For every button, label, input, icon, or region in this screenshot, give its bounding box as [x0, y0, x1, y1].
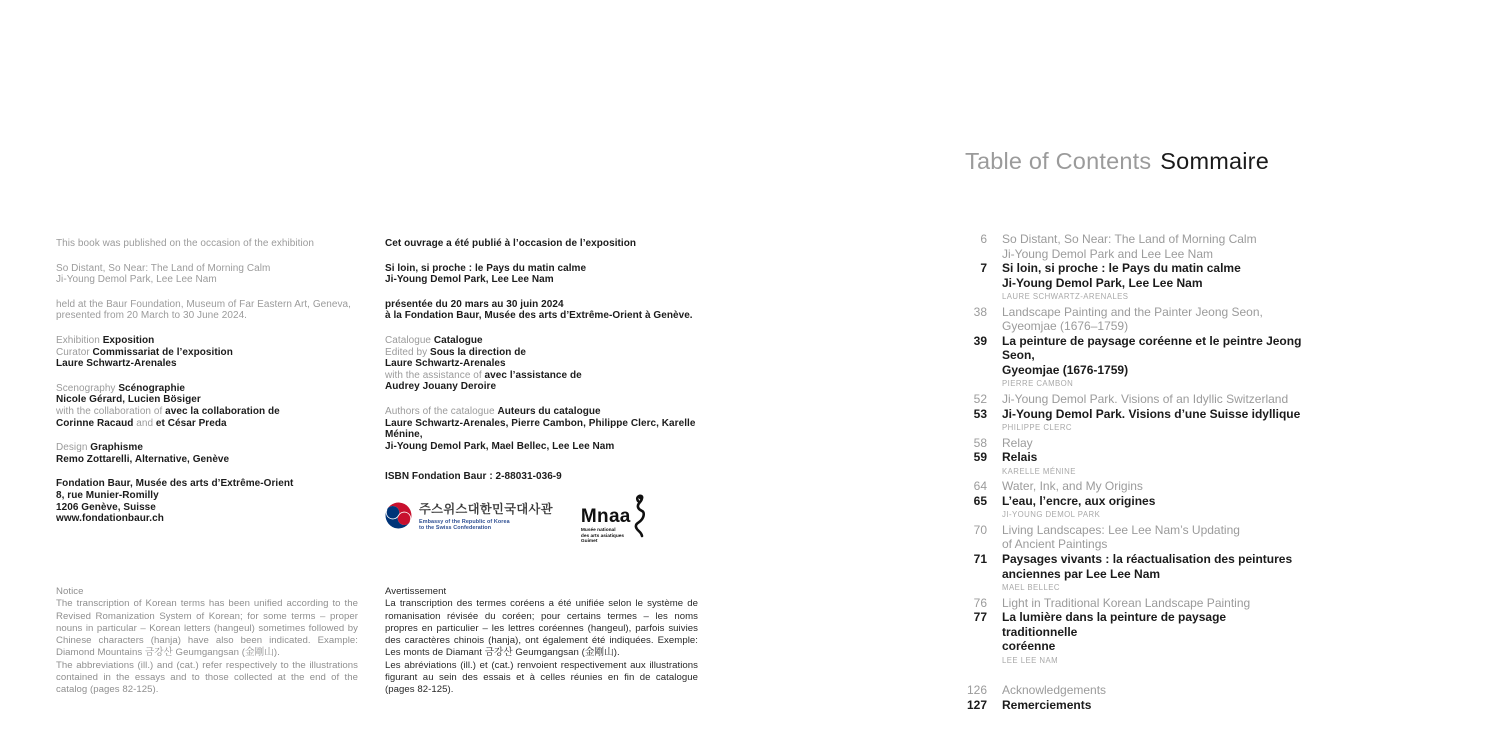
colophon-line: ISBN Fondation Baur : 2-88031-036-9 [385, 471, 562, 483]
toc-entry-title: Remerciements [1002, 697, 1092, 712]
colophon-middle-column [385, 238, 703, 483]
toc-author: MAEL BELLEC [1002, 583, 1060, 593]
colophon-line: held at the Baur Foundation, Museum of Far Eastern Art, Geneva, [56, 298, 351, 310]
mnaag-subtitle: Musée national des arts asiatiques Guimet [580, 528, 625, 545]
korean-embassy-logo [385, 498, 553, 532]
colophon-line: Audrey Jouany Deroire [385, 381, 497, 393]
notice-english [56, 586, 358, 697]
toc-entry [957, 232, 1302, 261]
colophon-block [56, 442, 358, 465]
colophon-left-column [56, 238, 358, 525]
korean-embassy-text [419, 498, 553, 532]
toc-entry [957, 523, 1302, 552]
colophon-line: Authors of the catalogue Auteurs du catalogue [385, 405, 601, 417]
toc-entry-title: Water, Ink, and My Origins [1002, 479, 1143, 494]
toc-entry [957, 610, 1302, 654]
toc-entry [957, 698, 1302, 713]
toc-page-number: 70 [973, 522, 987, 537]
embassy-english-name: Embassy of the Republic of Korea to the Swiss Confederation [419, 519, 510, 532]
colophon-line: Edited by Sous la direction de [385, 346, 527, 358]
toc-entry [957, 407, 1302, 422]
toc-heading-english: Table of Contents [965, 148, 1152, 174]
embassy-korean-name: 주스위스대한민국대사관 [419, 502, 553, 516]
toc-entry [957, 683, 1302, 698]
toc-page-number: 7 [980, 261, 987, 276]
colophon-line: Laure Schwartz-Arenales [56, 358, 177, 370]
colophon-block [385, 299, 703, 322]
notice-paragraph: La transcription des termes coréens a été unifiée selon le système de romanisation révisée du coréen; pour certains termes – les noms propres en particulier – les lettres coréennes (hangeul), parfois suivies des caractères chinois (hanja), ont également été indiquées. Exemple: Les monts de Diamant 금강산 Geumgangsan (金剛山). [385, 598, 698, 659]
taegeuk-icon [385, 502, 412, 529]
toc-entry-title: Relais [1002, 450, 1038, 465]
colophon-line: Nicole Gérard, Lucien Bösiger [56, 394, 201, 406]
colophon-block [56, 383, 358, 429]
colophon-line: Ji-Young Demol Park, Mael Bellec, Lee Lee Nam [385, 440, 615, 452]
mnaag-logo [581, 507, 631, 545]
toc-entry [957, 436, 1302, 451]
toc-page-number: 59 [973, 450, 987, 465]
toc-author: PHILIPPE CLERC [1002, 423, 1072, 433]
colophon-block [385, 263, 703, 286]
colophon-line: Ji-Young Demol Park, Lee Lee Nam [56, 274, 217, 286]
toc-heading-french: Sommaire [1160, 148, 1269, 174]
table-of-contents [957, 232, 1302, 712]
toc-entry [957, 494, 1302, 509]
colophon-line: with the collaboration of avec la collaboration de [56, 405, 280, 417]
notice-paragraph: The transcription of Korean terms has been unified according to the Revised Romanization System of Korean; for some terms – proper nouns in particular – Korean letters (hangeul) sometimes followed by Chinese characters (hanja) have also been indicated. Example: Diamond Mountains 금강산 Geumgangsan (金剛山). [56, 598, 358, 659]
colophon-line: This book was published on the occasion of the exhibition [56, 238, 315, 249]
toc-entry-title: La peinture de paysage coréenne et le peintre Jeong Seon, Gyeomjae (1676-1759) [1002, 333, 1302, 377]
toc-entry [957, 261, 1302, 290]
toc-page-number: 6 [980, 232, 987, 246]
colophon-line: Si loin, si proche : le Pays du matin calme [385, 262, 587, 274]
colophon-block [385, 238, 703, 250]
toc-entry-title: La lumière dans la peinture de paysage traditionnelle coréenne [1002, 610, 1227, 654]
toc-entry [957, 392, 1302, 407]
toc-page-number: 77 [973, 610, 987, 625]
colophon-line: Ji-Young Demol Park, Lee Lee Nam [385, 274, 554, 286]
toc-page-number: 76 [973, 595, 987, 610]
toc-entry-title: Ji-Young Demol Park. Visions of an Idyllic Switzerland [1002, 392, 1289, 407]
colophon-block [385, 406, 703, 452]
toc-author: PIERRE CAMBON [1002, 379, 1074, 389]
notice-english-title: Notice [56, 586, 84, 597]
colophon-line: Scenography Scénographie [56, 382, 186, 394]
mnaag-dancer-icon [629, 494, 647, 538]
colophon-block [56, 299, 358, 322]
toc-entry [957, 305, 1302, 334]
toc-page-number: 65 [973, 493, 987, 508]
toc-entry-title: L’eau, l’encre, aux origines [1002, 493, 1156, 508]
colophon-line: Design Graphisme [56, 442, 143, 454]
notice-paragraph: Les abréviations (ill.) et (cat.) renvoient respectivement aux illustrations figurant au sein des essais et à celles réunies en fin de catalogue (pages 82-125). [385, 659, 698, 696]
colophon-line: with the assistance of avec l’assistance de [385, 369, 582, 381]
toc-entry-title: Living Landscapes: Lee Lee Nam’s Updating of Ancient Paintings [1002, 522, 1240, 552]
toc-entry-title: Light in Traditional Korean Landscape Painting [1002, 595, 1251, 610]
colophon-line: Cet ouvrage a été publié à l’occasion de l’exposition [385, 238, 637, 249]
toc-heading [965, 147, 1269, 175]
colophon-line: Laure Schwartz-Arenales, Pierre Cambon, Philippe Clerc, Karelle Ménine, [385, 417, 696, 441]
colophon-line: presented from 20 March to 30 June 2024. [56, 310, 248, 322]
toc-entry [957, 596, 1302, 611]
toc-entry [957, 334, 1302, 378]
colophon-block [56, 263, 358, 286]
toc-entry-title: Si loin, si proche : le Pays du matin calme Ji-Young Demol Park, Lee Lee Nam [1002, 261, 1241, 290]
colophon-line: à la Fondation Baur, Musée des arts d’Extrême-Orient à Genève. [385, 310, 693, 322]
colophon-line: Laure Schwartz-Arenales [385, 358, 506, 370]
colophon-line: 8, rue Munier-Romilly [56, 489, 159, 501]
toc-page-number: 38 [973, 304, 987, 319]
colophon-block [56, 478, 358, 524]
toc-entry-title: Landscape Painting and the Painter Jeong Seon, Gyeomjae (1676–1759) [1002, 304, 1263, 334]
toc-entry-title: Ji-Young Demol Park. Visions d’une Suisse idyllique [1002, 406, 1301, 421]
colophon-line: Fondation Baur, Musée des arts d’Extrême-Orient [56, 478, 294, 490]
colophon-block [385, 471, 703, 483]
colophon-line: So Distant, So Near: The Land of Morning Calm [56, 262, 271, 274]
colophon-block [56, 238, 358, 250]
colophon-line: Exhibition Exposition [56, 334, 155, 346]
notice-french-title: Avertissement [385, 586, 447, 597]
toc-page-number: 58 [973, 435, 987, 450]
notice-paragraph: The abbreviations (ill.) and (cat.) refer respectively to the illustrations contained in the essays and to those collected at the end of the catalog (pages 82-125). [56, 659, 358, 696]
toc-entry-title: Acknowledgements [1002, 682, 1107, 697]
colophon-line: Corinne Racaud and et César Preda [56, 417, 227, 429]
toc-author: LEE LEE NAM [1002, 655, 1059, 665]
toc-entry-title: So Distant, So Near: The Land of Morning Calm Ji-Young Demol Park and Lee Lee Nam [1002, 232, 1257, 261]
toc-author: LAURE SCHWARTZ-ARENALES [1002, 292, 1129, 302]
colophon-line: Catalogue Catalogue [385, 334, 483, 346]
toc-page-number: 71 [973, 552, 987, 567]
toc-entry [957, 479, 1302, 494]
notice-french [385, 586, 698, 697]
partner-logos [385, 498, 631, 545]
colophon-block [385, 335, 703, 393]
mnaag-wordmark: Mnaa [580, 506, 631, 527]
toc-author: JI-YOUNG DEMOL PARK [1002, 510, 1101, 520]
toc-page-number: 52 [973, 392, 987, 407]
colophon-line: 1206 Genève, Suisse [56, 501, 156, 513]
toc-spacer [957, 668, 1302, 683]
toc-entry [957, 450, 1302, 465]
colophon-block [56, 335, 358, 370]
toc-author: KARELLE MÉNINE [1002, 466, 1076, 476]
toc-entry [957, 552, 1302, 581]
toc-page-number: 64 [973, 479, 987, 494]
toc-page-number: 126 [966, 682, 987, 697]
toc-entry-title: Relay [1002, 435, 1033, 450]
colophon-line: www.fondationbaur.ch [56, 513, 164, 525]
toc-page-number: 53 [973, 406, 987, 421]
toc-entry-title: Paysages vivants : la réactualisation des peintures anciennes par Lee Lee Nam [1002, 552, 1293, 581]
toc-page-number: 127 [966, 697, 987, 712]
colophon-line: Curator Commissariat de l’exposition [56, 346, 233, 358]
toc-page-number: 39 [973, 333, 987, 348]
colophon-line: Remo Zottarelli, Alternative, Genève [56, 453, 230, 465]
colophon-line: présentée du 20 mars au 30 juin 2024 [385, 298, 564, 310]
